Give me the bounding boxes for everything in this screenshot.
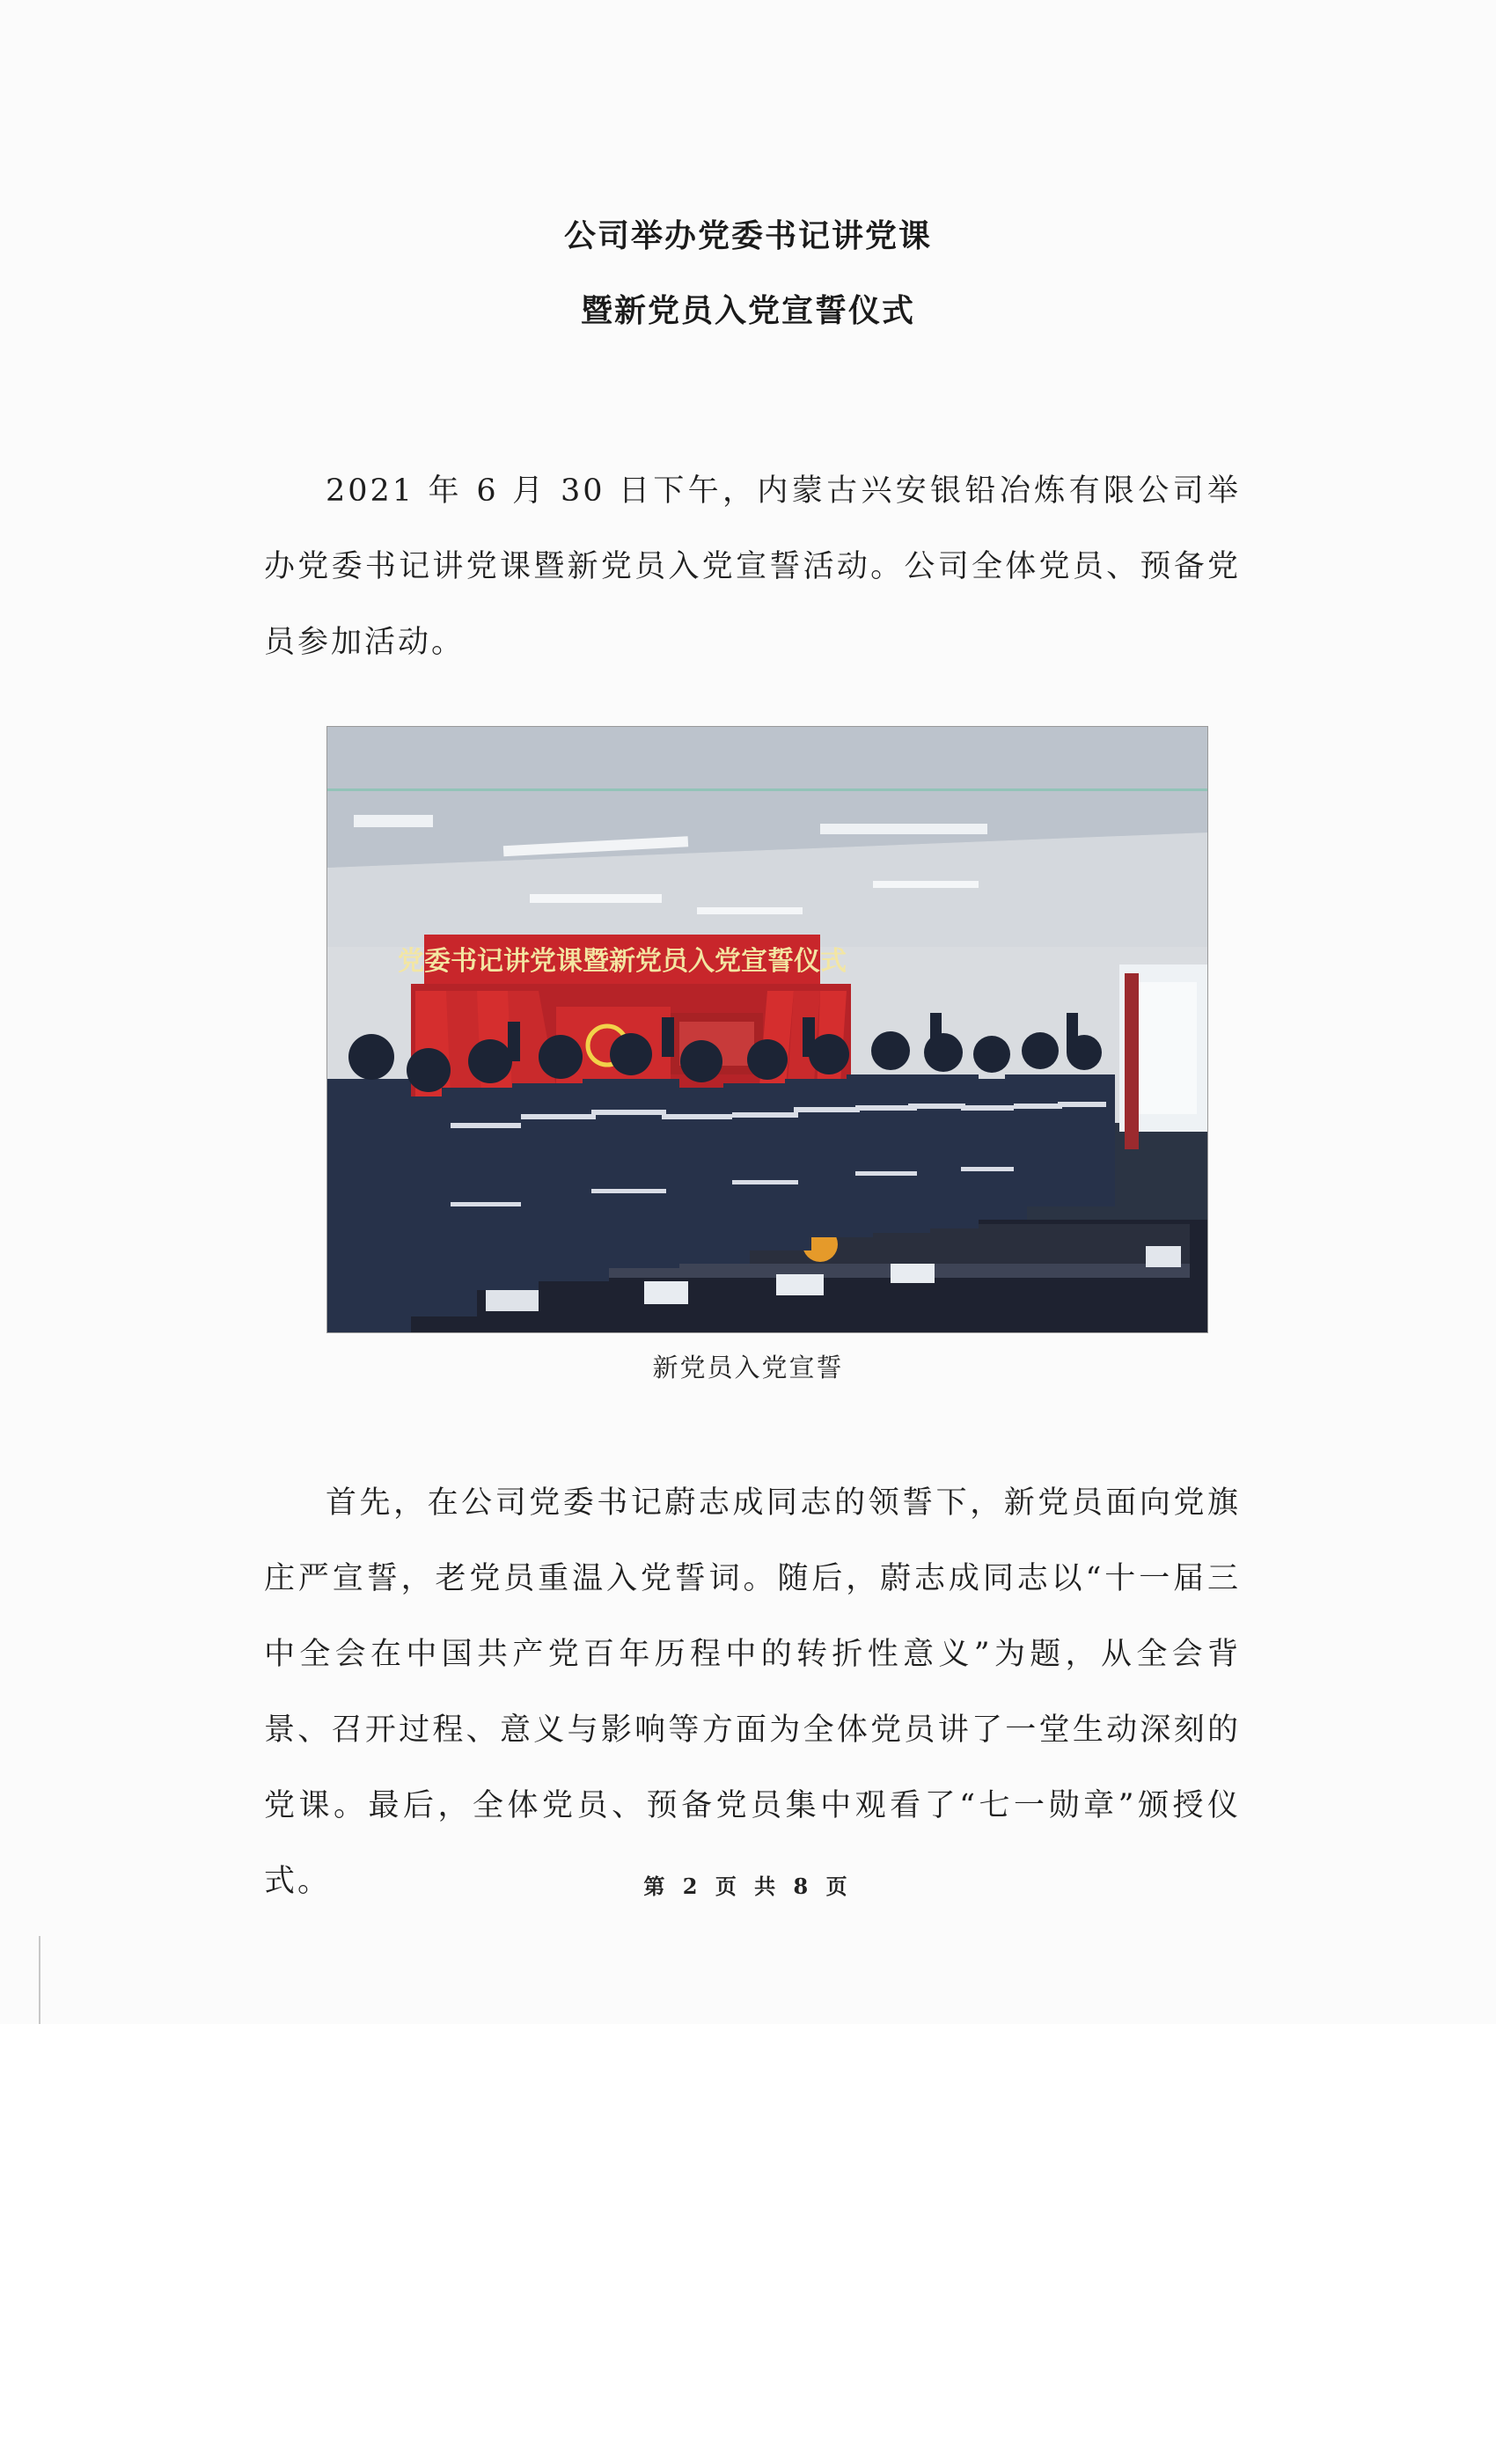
document-title-line-2: 暨新党员入党宣誓仪式 — [580, 293, 915, 329]
scan-edge-mark — [39, 1936, 40, 2024]
paragraph-details: 首先，在公司党委书记蔚志成同志的领誓下，新党员面向党旗庄严宣誓，老党员重温入党誓词。随后，蔚志成同志以“十一届三中全会在中国共产党百年历程中的转折性意义”为题，从全会背景、召开过程、意义与影响等方面为全体党员讲了一堂生动深刻的党课。最后，全体党员、预备党员集中观看了“七一勋章”颁授仪式。 — [264, 1485, 1241, 1899]
ceremony-photo — [327, 727, 1207, 1332]
paragraph-intro: 2021 年 6 月 30 日下午，内蒙古兴安银铅冶炼有限公司举办党委书记讲党课暨新党员入党宣誓活动。公司全体党员、预备党员参加活动。 — [264, 473, 1241, 660]
document-title-line-1: 公司举办党委书记讲党课 — [563, 218, 932, 254]
photo-caption: 新党员入党宣誓 — [652, 1353, 844, 1382]
banner-text: 党委书记讲党课暨新党员入党宣誓仪式 — [398, 946, 847, 977]
page-number: 第 2 页 共 8 页 — [643, 1874, 853, 1899]
